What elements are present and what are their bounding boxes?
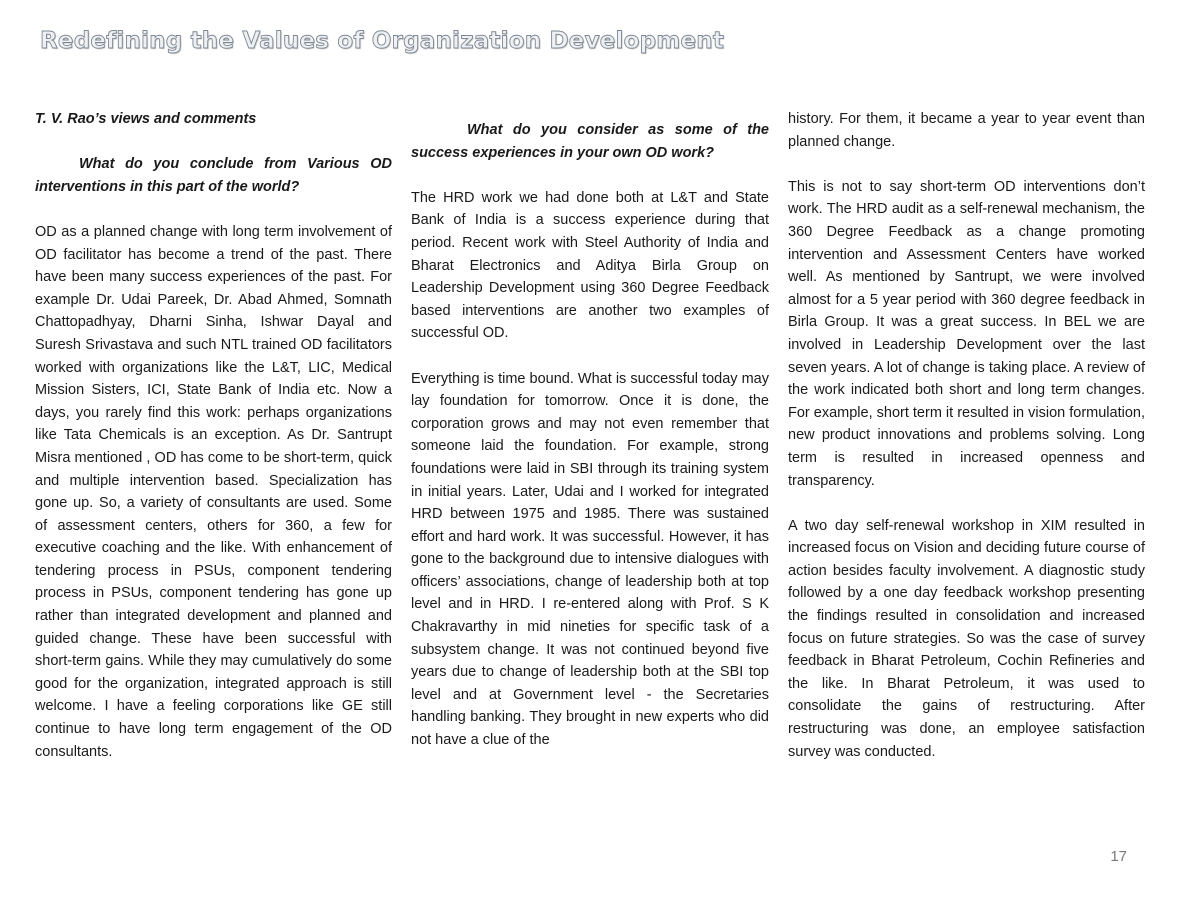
text-column-1 bbox=[35, 108, 392, 763]
text-column-2 bbox=[411, 108, 769, 752]
section-heading: T. V. Rao’s views and comments bbox=[35, 111, 257, 127]
page-number: 17 bbox=[1110, 848, 1127, 865]
answer-paragraph-3b: This is not to say short-term OD interventions don’t work. The HRD audit as a self-renewal mechanism, the 360 Degree Feedback as a change promoting intervention and Assessment Centers have worked well. As mentioned by Santrupt, we were involved almost for a 5 year period with 360 degree feedback in Birla Group. It was a great success. In BEL we are involved in Leadership Development over the last seven years. A lot of change is taking place. A review of the work indicated both short and long term changes. For example, short term it resulted in vision formulation, new product innovations and problems solving. Long term is resulted in increased openness and transparency. bbox=[788, 178, 1145, 489]
interview-question-2: What do you consider as some of the success experiences in your own OD work? bbox=[411, 122, 769, 161]
answer-paragraph-3a: history. For them, it became a year to year event than planned change. bbox=[788, 111, 1145, 150]
text-column-3 bbox=[788, 108, 1145, 763]
answer-paragraph-2a: The HRD work we had done both at L&T and State Bank of India is a success experience during that period. Recent work with Steel Authority of India and Bharat Electronics and Aditya Birla Group on Leadership Development using 360 Degree Feedback based interventions are another two examples of successful OD. bbox=[411, 189, 769, 342]
interview-question-1: What do you conclude from Various OD interventions in this part of the world? bbox=[35, 156, 392, 195]
answer-paragraph-2b: Everything is time bound. What is successful today may lay foundation for tomorrow. Once it is done, the corporation grows and may not even remember that someone laid the foundation. For example, strong foundations were laid in SBI through its training system in initial years. Later, Udai and I worked for integrated HRD between 1975 and 1985. There was sustained effort and hard work. It was successful. However, it has gone to the background due to intensive dialogues with officers’ associations, change of leadership both at top level and in HRD. I re-entered along with Prof. S K Chakravarthy in mid nineties for specific task of a subsystem change. It was not continued beyond five years due to change of leadership both at the SBI top level and at Government level - the Secretaries handling banking. They brought in new experts who did not have a clue of the bbox=[411, 370, 769, 749]
column-spacer bbox=[411, 108, 769, 119]
answer-paragraph-1: OD as a planned change with long term involvement of OD facilitator has become a trend of the past. There have been many success experiences of the past. For example Dr. Udai Pareek, Dr. Abad Ahmed, Somnath Chattopadhyay, Dharni Sinha, Ishwar Dayal and Suresh Srivastava and such NTL trained OD facilitators worked with organizations like the L&T, LIC, Medical Mission Sisters, ICI, State Bank of India etc. Now a days, you rarely find this work: perhaps organizations like Tata Chemicals is an exception. As Dr. Santrupt Misra mentioned , OD has come to be short-term, quick and multiple intervention based. Specialization has gone up. So, a variety of consultants are used. Some of assessment centers, others for 360, a few for executive coaching and the like. With enhancement of tendering process in PSUs, component tendering process in PSUs, component tendering has gone up rather than integrated development and planned and guided change. These have been successful with short-term gains. While they may cumulatively do some good for the organization, integrated approach is still welcome. I have a feeling corporations like GE still continue to have long term engagement of the OD consultants. bbox=[35, 223, 392, 760]
page-title: Redefining the Values of Organization Development bbox=[40, 28, 725, 54]
answer-paragraph-3c: A two day self-renewal workshop in XIM resulted in increased focus on Vision and deciding future course of action besides faculty involvement. A diagnostic study followed by a one day feedback workshop presenting the findings resulted in consolidation and increased focus on future strategies. So was the case of survey feedback in Bharat Petroleum, Cochin Refineries and the like. In Bharat Petroleum, it was used to consolidate the gains of restructuring. After restructuring was done, an employee satisfaction survey was conducted. bbox=[788, 517, 1145, 760]
